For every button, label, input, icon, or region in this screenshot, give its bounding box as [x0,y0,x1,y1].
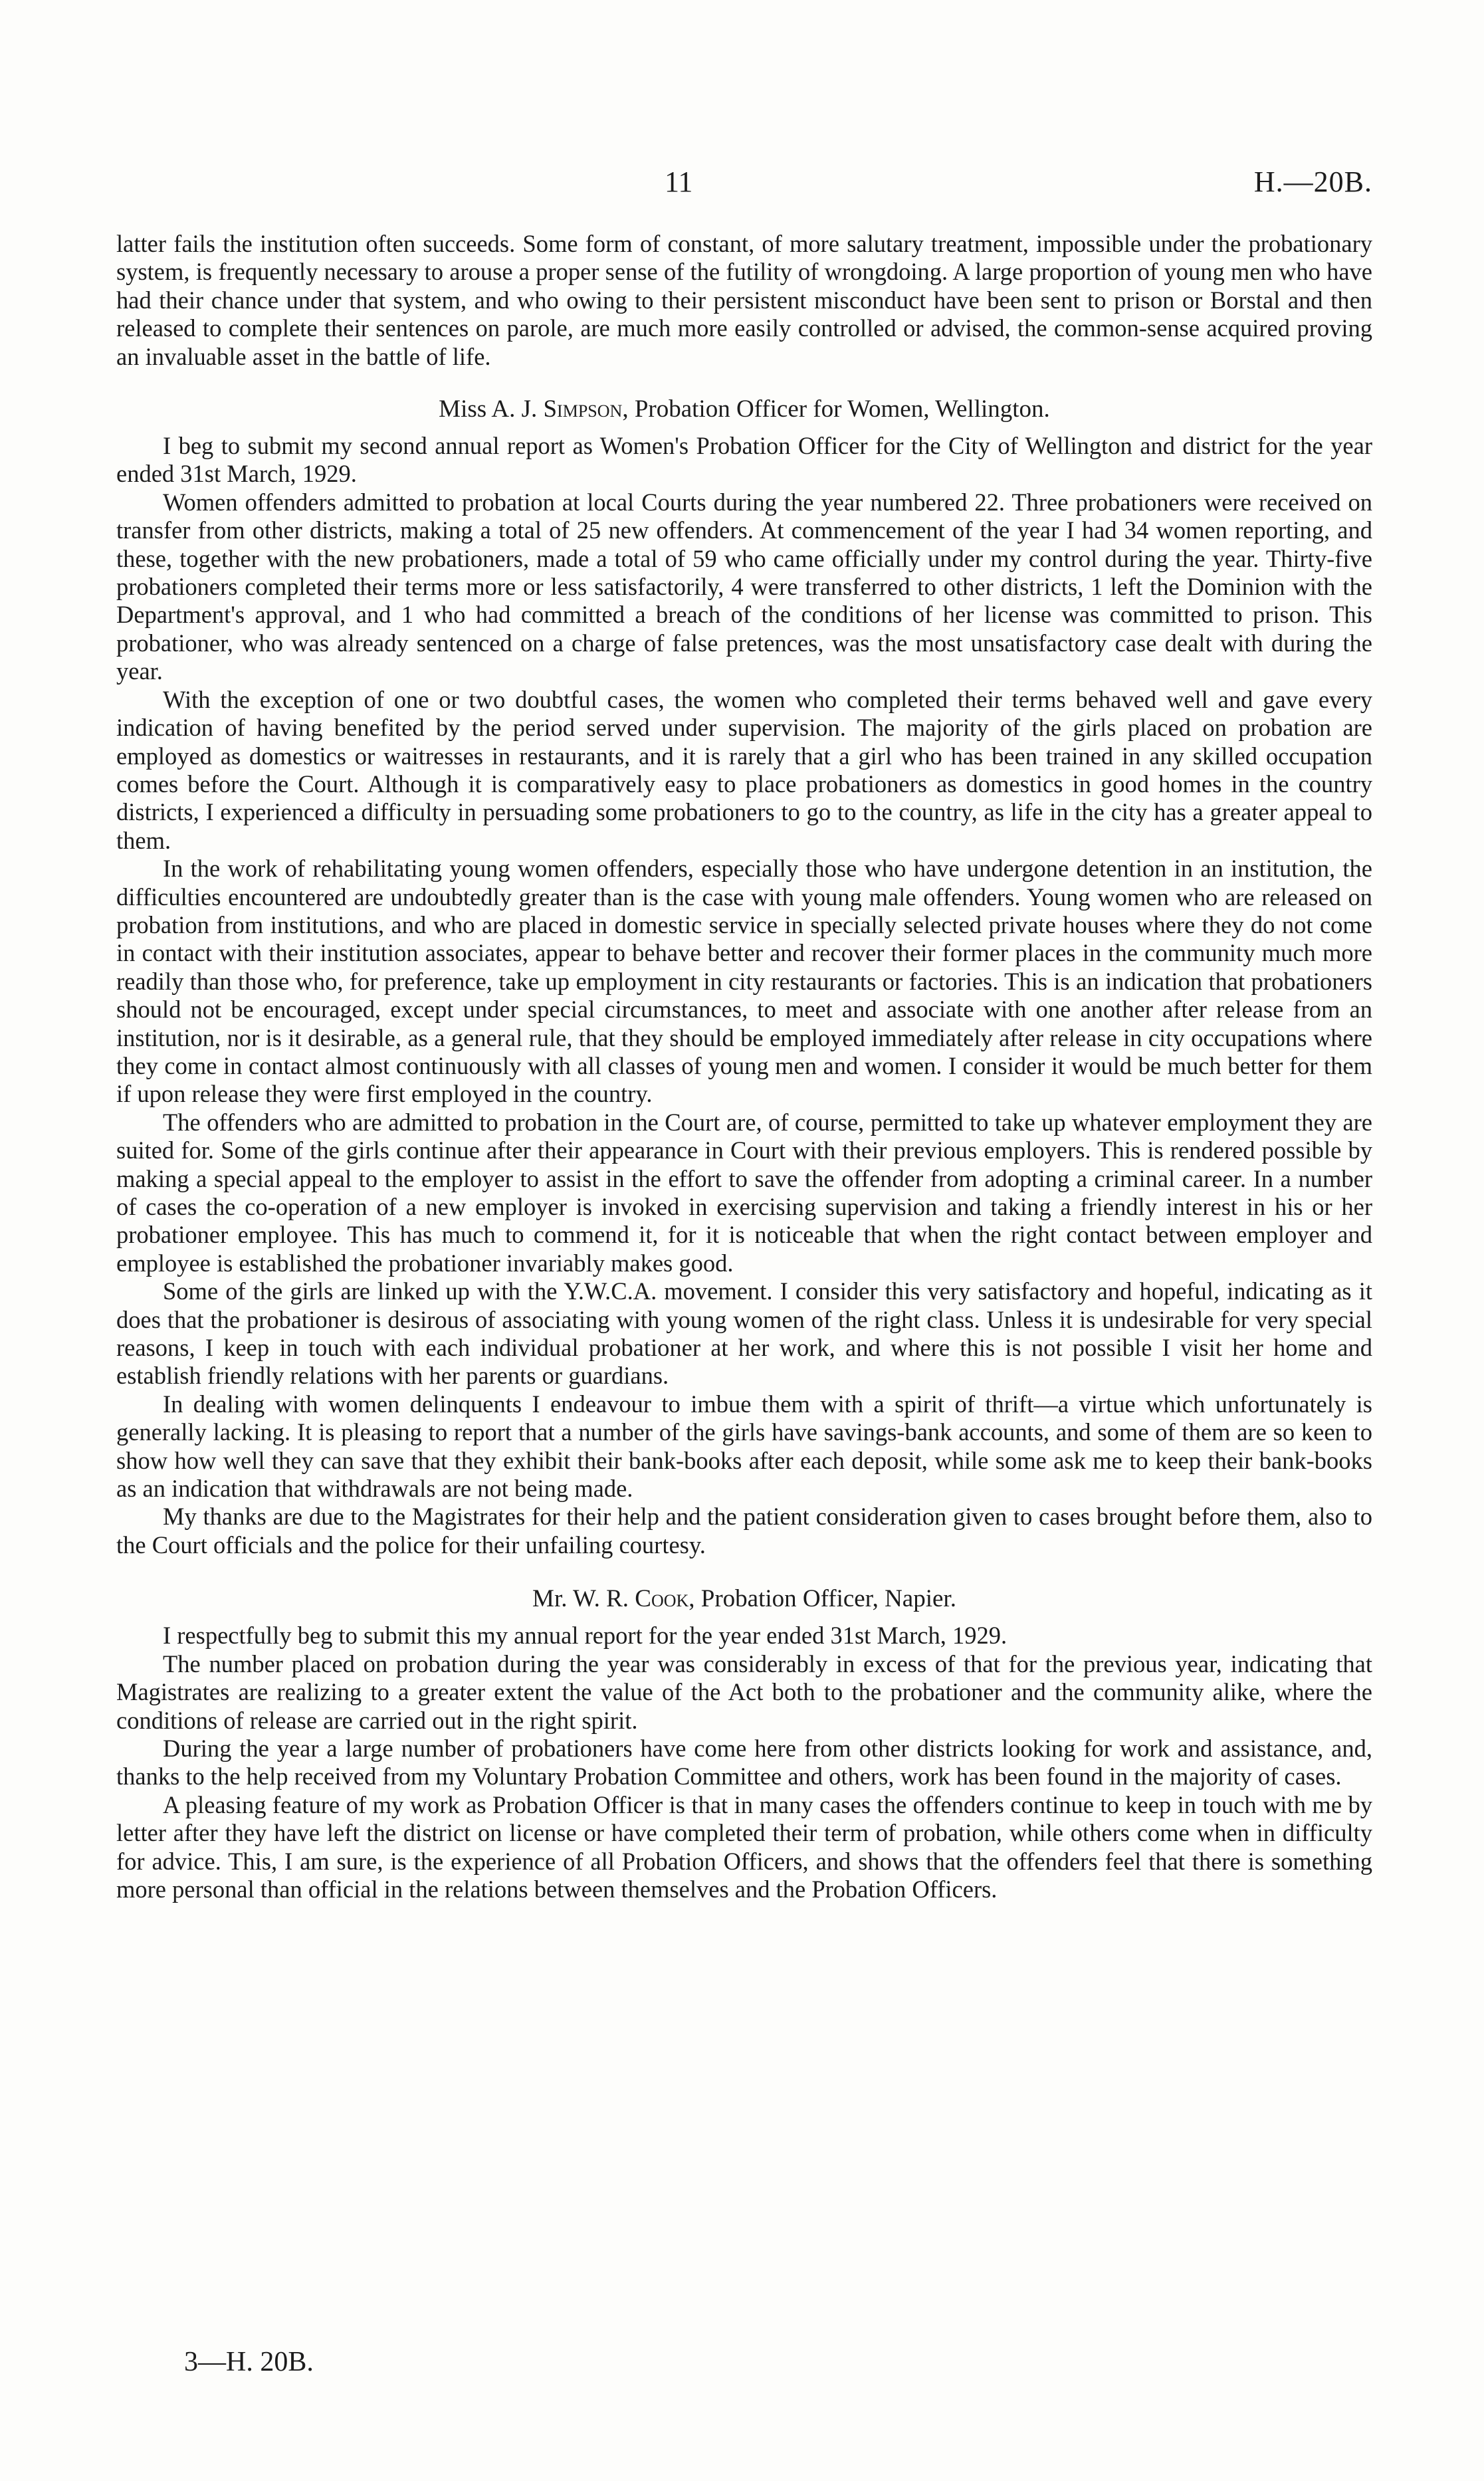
section-heading-simpson [116,395,1372,424]
heading-suffix: , Probation Officer, Napier. [689,1585,956,1613]
intro-paragraph: latter fails the institution often succeeds. Some form of constant, of more salutary treatment, impossible under the probationary system, is frequently necessary to arouse a proper sense of the futility of wrongdoing. A large proportion of young men who have had their chance under that system, and who owing to their persistent misconduct have been sent to prison or Borstal and then released to complete their sentences on parole, are much more easily controlled or advised, the common-sense acquired proving an invaluable asset in the battle of life. [116,230,1372,370]
signature-mark [184,2346,314,2378]
paragraph: I beg to submit my second annual report as Women's Probation Officer for the City of Wellington and district for the year ended 31st March, 1929. [116,432,1372,488]
paragraph: Women offenders admitted to probation at local Courts during the year numbered 22. Three probationers were received on transfer from other districts, making a total of 25 new offenders. At commencement of the year I had 34 women reporting, and these, together with the new probationers, made a total of 59 who came officially under my control during the year. Thirty-five probationers completed their terms more or less satisfactorily, 4 were transferred to other districts, 1 left the Dominion with the Department's approval, and 1 who had committed a breach of the conditions of her license was committed to prison. This probationer, who was already sentenced on a charge of false pretences, was the most unsatisfactory case dealt with during the year. [116,488,1372,685]
page-number: 11 [665,165,693,198]
page-header [116,165,1372,205]
paragraph: In the work of rehabilitating young women offenders, especially those who have undergone detention in an institution, the difficulties encountered are undoubtedly greater than is the case with young male offenders. Young women who are released on probation from institutions, and who are placed in domestic service in specially selected private houses where they do not come in contact with their institution associates, appear to behave better and recover their former places in the community much more readily than those who, for preference, take up employment in city restaurants or factories. This is an indication that probationers should not be encouraged, except under special circumstances, to meet and associate with one another after release from an institution, nor is it desirable, as a general rule, that they should be employed immediately after release in city occupations where they come in contact almost continuously with all classes of young men and women. I consider it would be much better for them if upon release they were first employed in the country. [116,855,1372,1108]
section-heading-cook [116,1584,1372,1614]
signature-main: 3—H. 20 [184,2347,288,2377]
paragraph: During the year a large number of probationers have come here from other districts looking for work and assistance, and, thanks to the help received from my Voluntary Probation Committee and others, work has been found in the majority of cases. [116,1734,1372,1790]
paragraph: Some of the girls are linked up with the Y.W.C.A. movement. I consider this very satisfactory and hopeful, indicating as it does that the probationer is desirous of associating with young women of the right class. Unless it is undesirable for very special reasons, I keep in touch with each individual probationer at her work, and where this is not possible I visit her home and establish friendly relations with her parents or guardians. [116,1277,1372,1390]
heading-name: Cook [635,1585,689,1613]
heading-suffix: , Probation Officer for Women, Wellington. [622,395,1050,423]
heading-prefix: Miss A. J. [439,395,544,423]
paragraph: I respectfully beg to submit this my annual report for the year ended 31st March, 1929. [163,1622,1007,1650]
heading-name: Simpson [543,395,623,423]
paragraph: My thanks are due to the Magistrates for their help and the patient consideration given to cases brought before them, also to the Court officials and the police for their unfailing courtesy. [116,1503,1372,1559]
paragraph: A pleasing feature of my work as Probation Officer is that in many cases the offenders continue to keep in touch with me by letter after they have left the district on license or have completed their term of probation, while others come when in difficulty for advice. This, I am sure, is the experience of all Probation Officers, and shows that the offenders feel that there is something more personal than official in the relations between themselves and the Probation Officers. [116,1790,1372,1903]
signature-suffix: B. [288,2347,314,2377]
document-reference [1254,165,1372,199]
body-text [116,230,1372,1903]
paragraph: The number placed on probation during the year was considerably in excess of that for the previous year, indicating that Magistrates are realizing to a greater extent the value of the Act both to the probationer and the community alike, where the conditions of release are carried out in the right spirit. [116,1650,1372,1734]
heading-prefix: Mr. W. R. [532,1585,635,1613]
paragraph: With the exception of one or two doubtful cases, the women who completed their terms behaved well and gave every indication of having benefited by the period served under supervision. The majority of the girls placed on probation are employed as domestics or waitresses in restaurants, and it is rarely that a girl who has been trained in any skilled occupation comes before the Court. Although it is comparatively easy to place probationers as domestics in good homes in the country districts, I experienced a difficulty in persuading some probationers to go to the country, as life in the city has a greater appeal to them. [116,685,1372,854]
doc-ref-main: H.—20 [1253,165,1344,198]
doc-ref-suffix: B. [1344,165,1372,198]
paragraph: The offenders who are admitted to probation in the Court are, of course, permitted to take up whatever employment they are suited for. Some of the girls continue after their appearance in Court with their previous employers. This is rendered possible by making a special appeal to the employer to assist in the effort to save the offender from adopting a criminal career. In a number of cases the co-operation of a new employer is invoked in exercising supervision and taking a friendly interest in his or her probationer employee. This has much to commend it, for it is noticeable that when the right contact between employer and employee is established the probationer invariably makes good. [116,1108,1372,1277]
paragraph: In dealing with women delinquents I endeavour to imbue them with a spirit of thrift—a virtue which unfortunately is generally lacking. It is pleasing to report that a number of the girls have savings-bank accounts, and some of them are so keen to show how well they can save that they exhibit their bank-books after each deposit, while some ask me to keep their bank-books as an indication that withdrawals are not being made. [116,1390,1372,1503]
